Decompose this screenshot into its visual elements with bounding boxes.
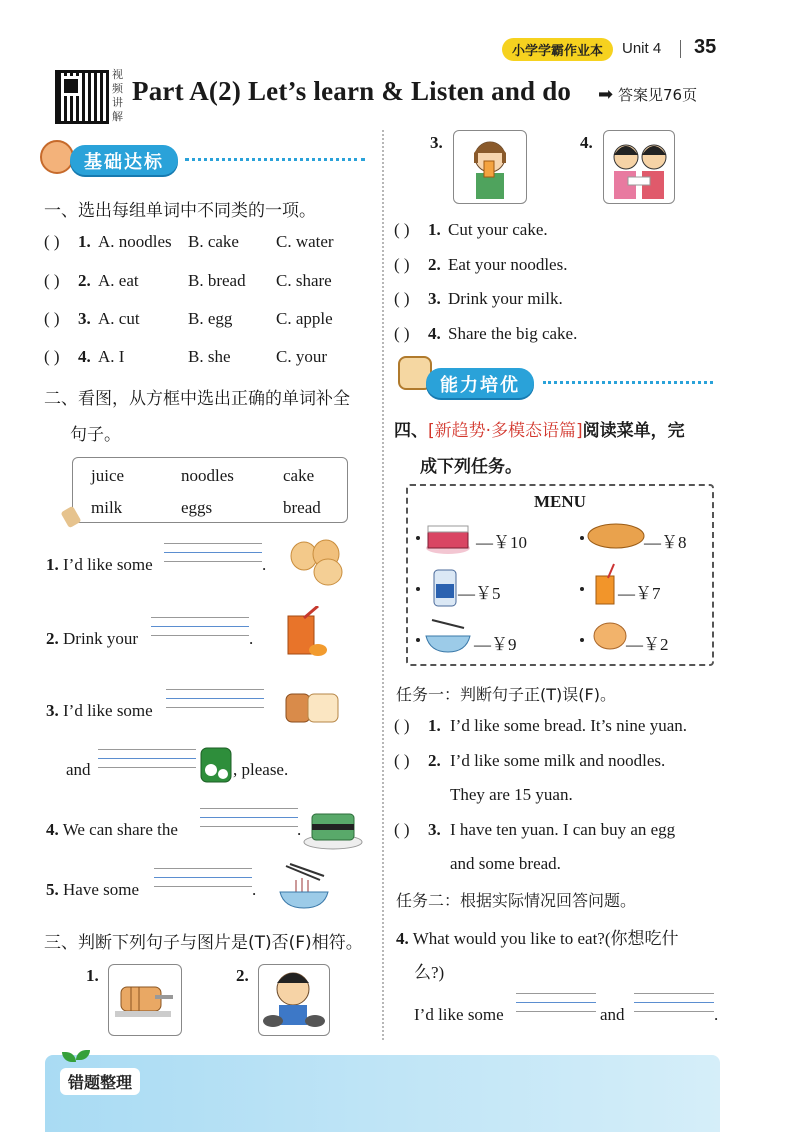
task-1-title: 任务一：判断句子正(T)误(F)。: [396, 685, 616, 704]
q-number: 1.: [78, 232, 91, 251]
sentence: I’d like some: [63, 701, 153, 720]
answer-blank[interactable]: [200, 808, 298, 827]
menu-price-juice: —￥7: [618, 584, 661, 603]
option-a: A. cut: [98, 309, 140, 328]
menu-price-bread: —￥8: [644, 533, 687, 552]
section-4-title: [394, 416, 685, 441]
sentence: Have some: [63, 880, 140, 899]
menu-box: [406, 484, 714, 666]
menu-price-milk: —￥5: [458, 584, 501, 603]
mistake-review-label: 错题整理: [60, 1068, 140, 1095]
option-c: C. apple: [276, 309, 333, 328]
option-c: C. your: [276, 347, 327, 366]
section-2-title-cont: 句子。: [70, 425, 121, 445]
pic-number: 3.: [430, 133, 443, 152]
pic-number: 4.: [580, 133, 593, 152]
answer-blank[interactable]: [154, 868, 252, 887]
menu-title: MENU: [534, 492, 586, 511]
answer-blank[interactable]: [98, 749, 196, 768]
cake-image: [302, 804, 364, 850]
sentence: Drink your: [63, 629, 139, 648]
question-text: What would you like to eat?(你想吃什: [412, 929, 679, 948]
q-number: 4.: [46, 820, 59, 839]
dotted-line: [185, 158, 365, 161]
dotted-line: [543, 381, 713, 384]
word-option: cake: [283, 466, 315, 485]
answer-parens[interactable]: ( ): [394, 324, 410, 343]
pic-number: 2.: [236, 966, 249, 985]
sentence: I’d like some milk and noodles.: [450, 751, 666, 770]
answer-blank[interactable]: [166, 689, 264, 708]
sentence: Drink your milk.: [448, 289, 563, 308]
menu-price-cake: —￥10: [476, 533, 527, 552]
answer-parens[interactable]: ( ): [394, 820, 410, 839]
option-a: A. noodles: [98, 232, 172, 251]
eggs-image: [286, 538, 350, 586]
section-3-title: 三、判断下列句子与图片是(T)否(F)相符。: [44, 933, 363, 953]
q-number: 5.: [46, 880, 59, 899]
option-a: A. I: [98, 347, 125, 366]
q-number: 2.: [46, 629, 59, 648]
q-number: 2.: [428, 751, 441, 770]
q-number: 4.: [396, 929, 409, 948]
answer-blank[interactable]: [164, 543, 262, 562]
period: .: [249, 629, 254, 648]
column-divider: [382, 130, 384, 1040]
answer-parens[interactable]: ( ): [44, 309, 60, 328]
word-option: eggs: [181, 498, 213, 517]
answer-parens[interactable]: ( ): [394, 716, 410, 735]
picture-frame: [258, 964, 330, 1036]
sentence: Eat your noodles.: [448, 255, 568, 274]
cut-bread-image: [109, 965, 181, 1035]
option-c: C. share: [276, 271, 332, 290]
section-1-title: 一、选出每组单词中不同类的一项。: [44, 201, 316, 221]
section-4-title-cont: 成下列任务。: [420, 457, 522, 477]
pic-number: 1.: [86, 966, 99, 985]
sentence: I have ten yuan. I can buy an egg: [450, 820, 676, 839]
question-text-cont: 么?): [414, 963, 445, 982]
juice-image: [284, 606, 330, 660]
option-c: C. water: [276, 232, 334, 251]
period: .: [714, 1005, 719, 1024]
answer-lead: I’d like some: [414, 1005, 504, 1024]
answer-parens[interactable]: ( ): [394, 289, 410, 308]
q-number: 4.: [428, 324, 441, 343]
word-box: [72, 457, 348, 523]
unit-label: Unit 4: [622, 40, 662, 57]
boy-eating-image: [259, 965, 329, 1035]
q-number: 1.: [428, 716, 441, 735]
q-number: 2.: [78, 271, 91, 290]
word-option: milk: [91, 498, 123, 517]
video-explain-label: 视频讲解: [112, 68, 123, 123]
answer-parens[interactable]: ( ): [394, 751, 410, 770]
q-number: 3.: [78, 309, 91, 328]
q-number: 3.: [428, 289, 441, 308]
sentence: I’d like some: [63, 555, 153, 574]
option-b: B. cake: [188, 232, 239, 251]
period: .: [252, 880, 257, 899]
qr-code-icon[interactable]: [55, 70, 109, 124]
task-2-title: 任务二：根据实际情况回答问题。: [396, 891, 637, 910]
sentence: I’d like some bread. It’s nine yuan.: [450, 716, 687, 735]
answer-parens[interactable]: ( ): [44, 232, 60, 251]
please-text: , please.: [233, 760, 289, 779]
sentence-cont: and some bread.: [450, 854, 561, 873]
q-number: 2.: [428, 255, 441, 274]
word-option: juice: [91, 466, 125, 485]
page-title: Part A(2) Let’s learn & Listen and do: [132, 76, 572, 106]
section-2-title: 二、看图，从方框中选出正确的单词补全: [44, 389, 350, 409]
title-text: 阅读菜单，完: [582, 421, 685, 441]
answer-blank[interactable]: [516, 993, 596, 1012]
and-word: and: [66, 760, 91, 779]
header-divider: [680, 40, 681, 58]
picture-frame: [453, 130, 527, 204]
picture-frame: [603, 130, 675, 204]
sentence-cont: They are 15 yuan.: [450, 785, 573, 804]
workbook-badge: 小学学霸作业本: [502, 38, 613, 61]
milk-image: [199, 746, 233, 784]
option-b: B. bread: [188, 271, 246, 290]
sentence: Share the big cake.: [448, 324, 578, 343]
answer-parens[interactable]: ( ): [44, 347, 60, 366]
section-banner-advanced: 能力培优: [426, 368, 534, 398]
option-a: A. eat: [98, 271, 139, 290]
section-banner-basic: 基础达标: [70, 145, 178, 175]
q-number: 3.: [428, 820, 441, 839]
menu-price-noodles: —￥9: [474, 635, 517, 654]
word-option: bread: [283, 498, 321, 517]
menu-price-egg: —￥2: [626, 635, 669, 654]
q-number: 4.: [78, 347, 91, 366]
picture-frame: [108, 964, 182, 1036]
girl-drinking-image: [454, 131, 526, 203]
arrow-right-icon: ➡: [598, 84, 614, 105]
word-option: noodles: [181, 466, 234, 485]
option-b: B. egg: [188, 309, 233, 328]
q-number: 3.: [46, 701, 59, 720]
sentence: We can share the: [62, 820, 178, 839]
noodles-image: [276, 862, 332, 910]
page-number: 35: [694, 36, 717, 58]
q-number: 1.: [46, 555, 59, 574]
mascot-icon: [40, 140, 74, 174]
option-b: B. she: [188, 347, 231, 366]
sentence: Cut your cake.: [448, 220, 548, 239]
answer-reference: 答案见76页: [618, 86, 698, 104]
answer-blank[interactable]: [151, 617, 249, 636]
answer-parens[interactable]: ( ): [44, 271, 60, 290]
and-word: and: [600, 1005, 625, 1024]
period: .: [297, 820, 302, 839]
answer-parens[interactable]: ( ): [394, 220, 410, 239]
two-girls-image: [604, 131, 674, 203]
trend-tag: [新趋势·多模态语篇]: [428, 421, 583, 441]
q-number: 1.: [428, 220, 441, 239]
mistake-review-panel[interactable]: [45, 1055, 720, 1132]
section-number: 四、: [394, 421, 428, 441]
bread-image: [284, 688, 344, 724]
period: .: [262, 555, 267, 574]
answer-blank[interactable]: [634, 993, 714, 1012]
answer-parens[interactable]: ( ): [394, 255, 410, 274]
